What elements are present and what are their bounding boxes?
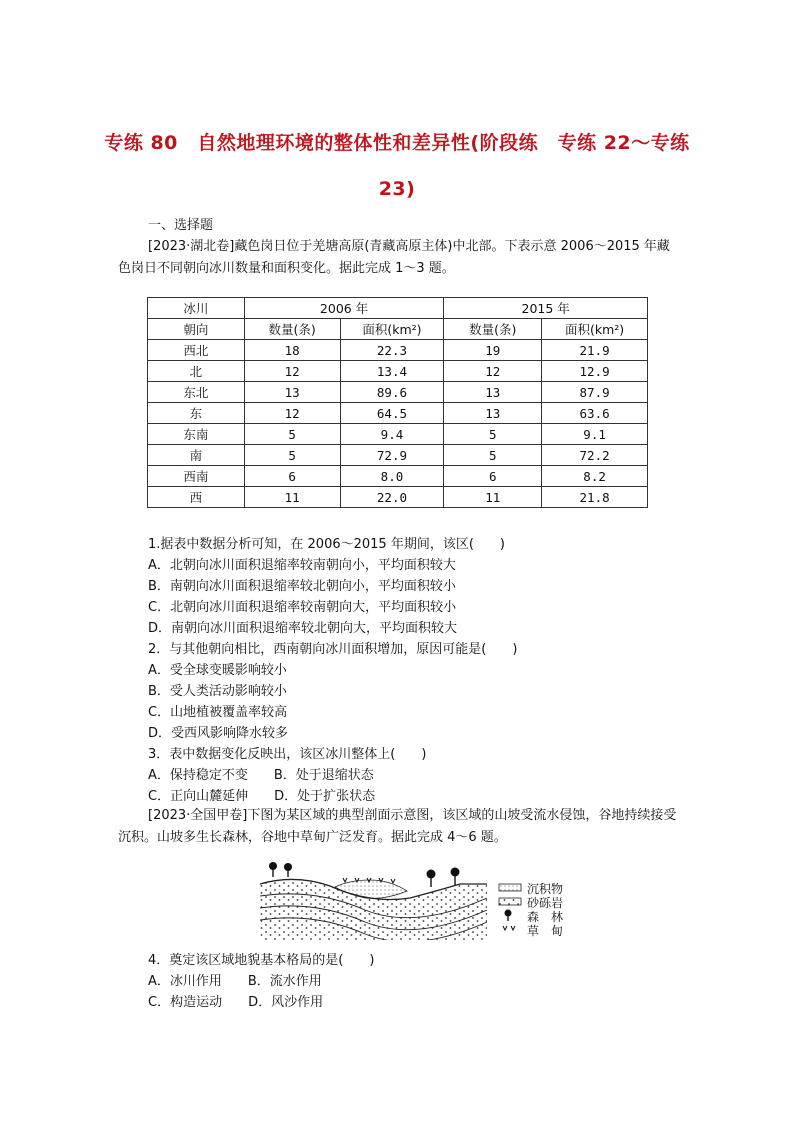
direction-cell: 东南 [148, 424, 245, 445]
direction-cell: 西南 [148, 466, 245, 487]
area-cell: 9.4 [340, 424, 444, 445]
count-header: 数量(条) [244, 319, 340, 340]
count-cell: 13 [444, 403, 542, 424]
area-cell: 87.9 [542, 382, 648, 403]
count-cell: 11 [444, 487, 542, 508]
table-header-row-1 [148, 298, 648, 319]
forest-left [269, 862, 292, 877]
option: A．北朝向冰川面积退缩率较南朝向小，平均面积较大 [148, 558, 456, 573]
count-cell: 12 [244, 403, 340, 424]
option: D．南朝向冰川面积退缩率较北朝向大，平均面积较大 [148, 621, 458, 636]
corner-header-bottom: 朝向 [148, 319, 245, 340]
area-cell: 21.8 [542, 487, 648, 508]
option: D．受西风影响降水较多 [148, 726, 289, 741]
table-row [148, 487, 648, 508]
table-row [148, 466, 648, 487]
title-line-2: 23) [378, 178, 416, 200]
page-title [100, 120, 694, 212]
count-cell: 11 [244, 487, 340, 508]
count-cell: 12 [444, 361, 542, 382]
option: C．山地植被覆盖率较高 [148, 705, 288, 720]
year-2015-header: 2015 年 [444, 298, 648, 319]
option: B．南朝向冰川面积退缩率较北朝向小，平均面积较小 [148, 579, 456, 594]
question-1: 1.据表中数据分析可知，在 2006～2015 年期间，该区( ) [148, 537, 505, 552]
count-cell: 5 [444, 445, 542, 466]
table-row [148, 424, 648, 445]
count-cell: 13 [244, 382, 340, 403]
option: C．正向山麓延伸 D．处于扩张状态 [148, 789, 376, 804]
area-cell: 22.3 [340, 340, 444, 361]
option: B．受人类活动影响较小 [148, 684, 287, 699]
table-row [148, 403, 648, 424]
option: A．受全球变暖影响较小 [148, 663, 287, 678]
count-cell: 5 [444, 424, 542, 445]
year-2006-header: 2006 年 [244, 298, 444, 319]
legend-gravel: 砂砾岩 [527, 896, 564, 910]
area-cell: 9.1 [542, 424, 648, 445]
area-cell: 8.2 [542, 466, 648, 487]
corner-header-top: 冰川 [148, 298, 245, 319]
glacier-table [147, 297, 648, 508]
direction-cell: 东北 [148, 382, 245, 403]
table-header-row-2 [148, 319, 648, 340]
table-row [148, 361, 648, 382]
intro-paragraph-2: [2023·全国甲卷]下图为某区域的典型剖面示意图，该区域的山坡受流水侵蚀，谷地持续接受沉积。山坡多生长森林，谷地中草甸广泛发育。据此完成 4～6 题。 [118, 808, 677, 845]
option: C．构造运动 D．风沙作用 [148, 995, 324, 1010]
count-cell: 19 [444, 340, 542, 361]
question-3: 3．表中数据变化反映出，该区冰川整体上( ) [148, 747, 427, 762]
section-heading: 一、选择题 [148, 218, 214, 233]
option: A．冰川作用 B．流水作用 [148, 974, 322, 989]
area-cell: 89.6 [340, 382, 444, 403]
cross-section-diagram [255, 860, 580, 945]
area-cell: 22.0 [340, 487, 444, 508]
direction-cell: 北 [148, 361, 245, 382]
area-header: 面积(km²) [542, 319, 648, 340]
legend-meadow: 草 甸 [527, 924, 564, 938]
direction-cell: 南 [148, 445, 245, 466]
area-cell: 13.4 [340, 361, 444, 382]
legend-forest: 森 林 [527, 910, 564, 924]
count-cell: 18 [244, 340, 340, 361]
direction-cell: 东 [148, 403, 245, 424]
table-row [148, 340, 648, 361]
intro-paragraph-1: [2023·湖北卷]藏色岗日位于羌塘高原(青藏高原主体)中北部。下表示意 2006～2015 年藏色岗日不同朝向冰川数量和面积变化。据此完成 1～3 题。 [118, 239, 670, 276]
count-header: 数量(条) [444, 319, 542, 340]
area-cell: 63.6 [542, 403, 648, 424]
direction-cell: 西 [148, 487, 245, 508]
area-header: 面积(km²) [340, 319, 444, 340]
option: A．保持稳定不变 B．处于退缩状态 [148, 768, 374, 783]
questions-4 [148, 950, 374, 1013]
legend-symbols [499, 884, 521, 930]
area-cell: 72.9 [340, 445, 444, 466]
area-cell: 72.2 [542, 445, 648, 466]
area-cell: 12.9 [542, 361, 648, 382]
table-row [148, 445, 648, 466]
count-cell: 5 [244, 424, 340, 445]
area-cell: 21.9 [542, 340, 648, 361]
direction-cell: 西北 [148, 340, 245, 361]
questions-1-3 [148, 534, 517, 807]
title-line-1: 专练 80 自然地理环境的整体性和差异性(阶段练 专练 22～专练 [104, 132, 690, 154]
count-cell: 6 [244, 466, 340, 487]
count-cell: 5 [244, 445, 340, 466]
question-4: 4．奠定该区域地貌基本格局的是( ) [148, 953, 375, 968]
question-2: 2．与其他朝向相比，西南朝向冰川面积增加，原因可能是( ) [148, 642, 518, 657]
count-cell: 6 [444, 466, 542, 487]
forest-right [427, 868, 460, 888]
area-cell: 64.5 [340, 403, 444, 424]
table-row [148, 382, 648, 403]
count-cell: 13 [444, 382, 542, 403]
option: C．北朝向冰川面积退缩率较南朝向大，平均面积较小 [148, 600, 457, 615]
area-cell: 8.0 [340, 466, 444, 487]
count-cell: 12 [244, 361, 340, 382]
legend-sediment: 沉积物 [527, 882, 564, 896]
